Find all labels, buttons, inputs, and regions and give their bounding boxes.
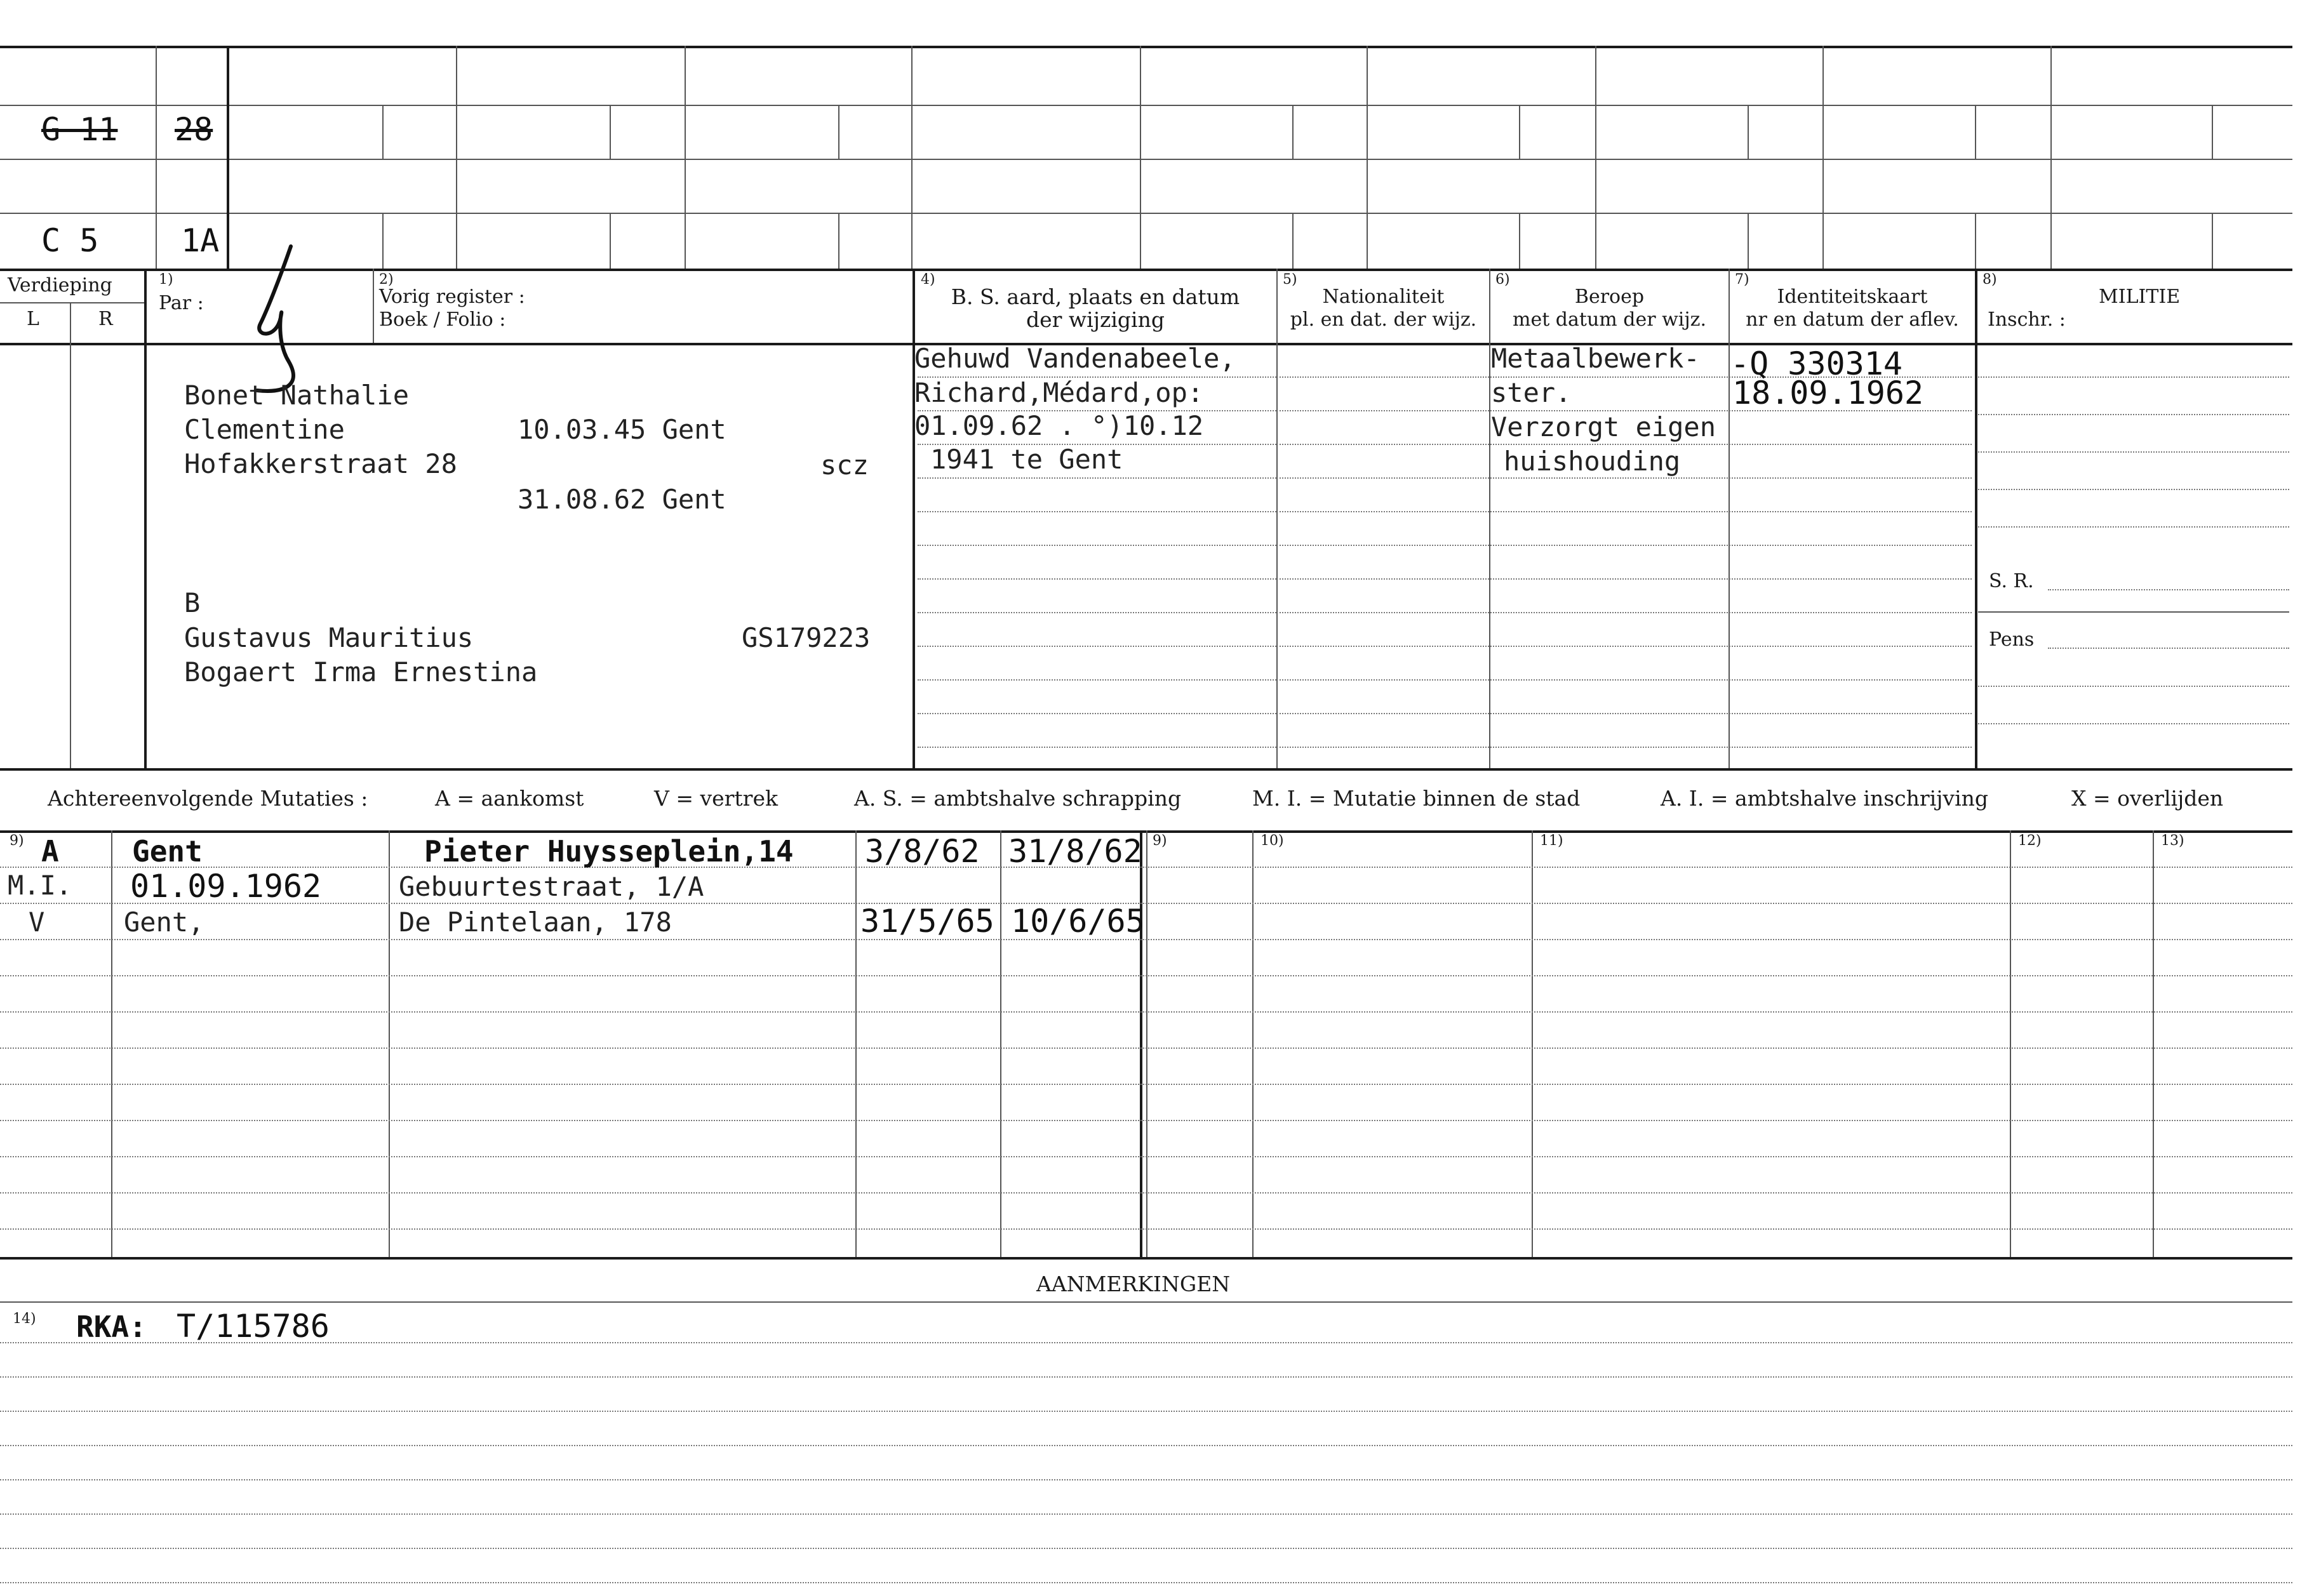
grid-line (382, 105, 384, 159)
header-vorig-register: Vorig register : (379, 286, 525, 308)
entry-line (1280, 511, 1972, 512)
grid-line (70, 302, 71, 768)
grid-line (0, 302, 144, 303)
mut-type: M.I. (8, 870, 72, 901)
mut-place: Gent, (124, 907, 204, 938)
mut-col-9-num: 9) (10, 833, 24, 849)
header-boek-folio: Boek / Folio : (379, 309, 506, 331)
entry-line (1280, 679, 1972, 681)
code-struck-a: G 11 (41, 111, 118, 148)
person-name-line2: Clementine (184, 414, 345, 445)
mut-date1: 3/8/62 (865, 833, 980, 870)
grid-line (144, 269, 147, 768)
grid-line (610, 105, 611, 159)
legend-a: A = aankomst (435, 786, 584, 811)
header-identiteitskaart: Identiteitskaart (1777, 286, 1928, 308)
bs-line1: Gehuwd Vandenabeele, (914, 343, 1236, 374)
header-4-num: 4) (921, 272, 935, 288)
header-verdieping: Verdieping (8, 274, 112, 296)
entry-line (2048, 589, 2289, 590)
grid-line (1519, 213, 1520, 269)
mut-header-10: 10) (1260, 833, 1284, 849)
identity-number: -Q 330314 (1730, 345, 1902, 382)
header-militie: MILITIE (2099, 286, 2181, 308)
header-par: Par : (159, 292, 204, 314)
header-verdieping-l: L (27, 308, 39, 330)
person-date2: 31.08.62 Gent (518, 484, 726, 515)
beroep-line2: ster. (1491, 377, 1572, 408)
entry-line (1280, 612, 1972, 613)
mut-street: De Pintelaan, 178 (399, 907, 672, 938)
grid-line (0, 1257, 2292, 1260)
entry-line (0, 1228, 2292, 1230)
code-a: C 5 (41, 222, 99, 259)
header-beroep: Beroep (1574, 286, 1645, 308)
grid-line (1519, 105, 1520, 159)
grid-line (227, 46, 229, 269)
grid-line (1748, 213, 1749, 269)
person-birth: 10.03.45 Gent (518, 414, 726, 445)
entry-line (1280, 646, 1972, 647)
grid-line (838, 105, 839, 159)
person-code: GS179223 (742, 622, 871, 653)
mut-date1: 31/5/65 (860, 903, 994, 940)
grid-line (0, 213, 2292, 214)
header-inschr: Inschr. : (1988, 309, 2066, 331)
entry-line (0, 1376, 2292, 1378)
entry-line (918, 578, 1276, 580)
header-7-num: 7) (1735, 272, 1749, 288)
entry-line (0, 1513, 2292, 1515)
grid-line (0, 1301, 2292, 1303)
entry-line (0, 1342, 2292, 1343)
entry-line (1280, 477, 1972, 479)
person-mother: Bogaert Irma Ernestina (184, 656, 538, 688)
grid-line (2212, 105, 2213, 159)
entry-line (918, 646, 1276, 647)
grid-line (0, 159, 2292, 160)
grid-line (1140, 46, 1141, 269)
top-border (0, 46, 2292, 48)
mut-header-13: 13) (2161, 833, 2184, 849)
grid-line (1276, 269, 1278, 768)
remarks-value: T/115786 (177, 1308, 330, 1345)
entry-line (1978, 376, 2289, 378)
mut-street: Pieter Huysseplein,14 (424, 834, 794, 868)
legend-title: Achtereenvolgende Mutaties : (48, 786, 368, 811)
code-struck-b: 28 (175, 111, 213, 148)
header-8-num: 8) (1983, 272, 1997, 288)
header-verdieping-r: R (98, 308, 113, 330)
entry-line (918, 545, 1276, 546)
entry-line (0, 903, 2292, 904)
entry-line (0, 975, 2292, 976)
grid-line (456, 46, 457, 269)
header-identiteitskaart-sub: nr en datum der aflev. (1746, 309, 1959, 331)
entry-line (0, 1479, 2292, 1480)
grid-line (0, 105, 2292, 106)
entry-line (1978, 526, 2289, 528)
beroep-line4: huishouding (1504, 446, 1681, 477)
grid-line (1595, 46, 1596, 269)
entry-line (1280, 747, 1972, 748)
mut-header-11: 11) (1540, 833, 1563, 849)
legend-x: X = overlijden (2071, 786, 2224, 811)
grid-line (0, 768, 2292, 771)
entry-line (1978, 451, 2289, 453)
grid-line (610, 213, 611, 269)
entry-line (918, 612, 1276, 613)
mut-type: V (29, 907, 45, 938)
grid-line (838, 213, 839, 269)
grid-line (1975, 105, 1976, 159)
entry-line (1280, 578, 1972, 580)
person-address: Hofakkerstraat 28 (184, 448, 457, 479)
header-nationaliteit: Nationaliteit (1322, 286, 1445, 308)
grid-line (1292, 105, 1294, 159)
mut-place: 01.09.1962 (130, 868, 322, 905)
code-b: 1A (181, 222, 220, 259)
grid-line (1975, 269, 1977, 768)
grid-line (1822, 46, 1824, 269)
legend-mi: M. I. = Mutatie binnen de stad (1252, 786, 1581, 811)
entry-line (1978, 723, 2289, 724)
entry-line (1978, 686, 2289, 687)
header-6-num: 6) (1495, 272, 1510, 288)
person-father: Gustavus Mauritius (184, 622, 474, 653)
entry-line (0, 1047, 2292, 1049)
mut-header-12: 12) (2018, 833, 2042, 849)
grid-line (382, 213, 384, 269)
entry-line (0, 1582, 2292, 1583)
header-1-num: 1) (159, 272, 173, 288)
legend-v: V = vertrek (654, 786, 778, 811)
entry-line (0, 1445, 2292, 1446)
grid-line (911, 46, 913, 269)
entry-line (1280, 545, 1972, 546)
mut-type: A (41, 834, 59, 868)
grid-line (1975, 213, 1976, 269)
header-beroep-sub: met datum der wijz. (1513, 309, 1706, 331)
grid-line (1292, 213, 1294, 269)
entry-line (918, 679, 1276, 681)
grid-line (373, 269, 374, 343)
header-bs: B. S. aard, plaats en datum (951, 284, 1240, 309)
mut-place: Gent (132, 834, 203, 868)
entry-line (918, 713, 1276, 714)
entry-line (0, 1011, 2292, 1013)
grid-line (1367, 46, 1368, 269)
entry-line (918, 747, 1276, 748)
grid-line (685, 46, 686, 269)
person-name-line1: Bonet Nathalie (184, 380, 410, 411)
remarks-title: AANMERKINGEN (1036, 1272, 1231, 1296)
header-bs-sub: der wijziging (1026, 307, 1165, 332)
header-2-num: 2) (379, 272, 394, 288)
beroep-line3: Verzorgt eigen (1491, 411, 1716, 442)
entry-line (918, 511, 1276, 512)
entry-line (0, 1120, 2292, 1121)
entry-line (2048, 648, 2289, 649)
person-b-label: B (184, 587, 201, 618)
remarks-label: RKA: (76, 1310, 147, 1344)
entry-line (0, 1192, 2292, 1194)
entry-line (1280, 444, 1972, 445)
grid-line (156, 46, 157, 269)
entry-line (1978, 489, 2289, 490)
entry-line (1280, 713, 1972, 714)
header-5-num: 5) (1283, 272, 1297, 288)
entry-line (0, 939, 2292, 940)
grid-line (2212, 213, 2213, 269)
bs-line4: 1941 te Gent (930, 444, 1123, 475)
mut-header-9: 9) (1153, 833, 1167, 849)
identity-date: 18.09.1962 (1732, 375, 1924, 411)
entry-line (1978, 611, 2289, 613)
beroep-line1: Metaalbewerk- (1491, 343, 1700, 374)
person-scz: scz (820, 449, 869, 481)
grid-line (1729, 269, 1730, 768)
mut-street: Gebuurtestraat, 1/A (399, 871, 704, 902)
handwritten-mark-icon (241, 241, 311, 400)
legend-as: A. S. = ambtshalve schrapping (854, 786, 1182, 811)
header-nationaliteit-sub: pl. en dat. der wijz. (1290, 309, 1477, 331)
entry-line (0, 1411, 2292, 1412)
militie-sr: S. R. (1989, 570, 2034, 592)
grid-line (1489, 269, 1490, 768)
entry-line (0, 1156, 2292, 1157)
bs-line2: Richard,Médard,op: (914, 377, 1204, 408)
remarks-num: 14) (13, 1311, 36, 1327)
entry-line (0, 1548, 2292, 1549)
grid-line (0, 269, 2292, 271)
grid-line (1748, 105, 1749, 159)
bs-line3: 01.09.62 . °)10.12 (914, 410, 1204, 441)
entry-line (0, 1084, 2292, 1085)
militie-pens: Pens (1989, 628, 2035, 651)
legend-ai: A. I. = ambtshalve inschrijving (1661, 786, 1989, 811)
mut-date2: 31/8/62 (1008, 833, 1142, 870)
entry-line (1978, 414, 2289, 415)
entry-line (0, 867, 2292, 868)
grid-line (2050, 46, 2052, 269)
mut-date2: 10/6/65 (1011, 903, 1145, 940)
entry-line (918, 477, 1276, 479)
